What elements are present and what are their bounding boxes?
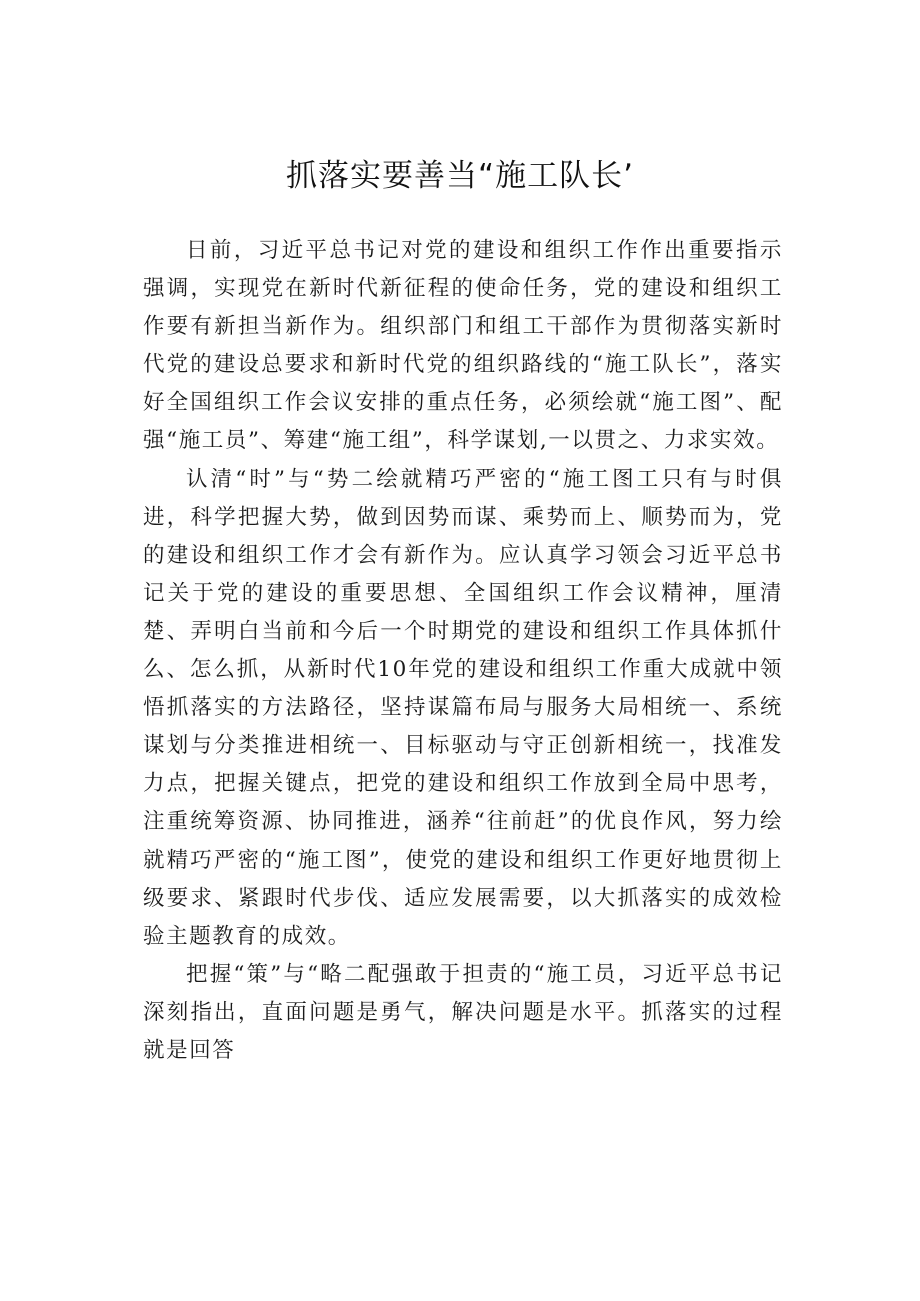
- paragraph-2: 认清“时”与“势二绘就精巧严密的“施工图工只有与时俱进，科学把握大势，做到因势而谋、乘势而上、顺势而为，党的建设和组织工作才会有新作为。应认真学习领会习近平总书记关于党的建设的重要思想、全国组织工作会议精神，厘清楚、弄明白当前和今后一个时期党的建设和组织工作具体抓什么、怎么抓，从新时代10年党的建设和组织工作重大成就中领悟抓落实的方法路径，坚持谋篇布局与服务大局相统一、系统谋划与分类推进相统一、目标驱动与守正创新相统一，找准发力点，把握关键点，把党的建设和组织工作放到全局中思考，注重统筹资源、协同推进，涵养“往前赶”的优良作风，努力绘就精巧严密的“施工图”，使党的建设和组织工作更好地贯彻上级要求、紧跟时代步伐、适应发展需要，以大抓落实的成效检验主题教育的成效。: [143, 466, 783, 949]
- document-body: [143, 232, 783, 1070]
- document-title: 抓落实要善当“施工队长’: [286, 158, 634, 194]
- paragraph-1: 日前，习近平总书记对党的建设和组织工作作出重要指示强调，实现党在新时代新征程的使命任务，党的建设和组织工作要有新担当新作为。组织部门和组工干部作为贯彻落实新时代党的建设总要求和新时代党的组织路线的“施工队长”，落实好全国组织工作会议安排的重点任务，必须绘就“施工图”、配强“施工员”、筹建“施工组”，科学谋划,一以贯之、力求实效。: [143, 238, 783, 454]
- paragraph-3: 把握“策”与“略二配强敢于担责的“施工员，习近平总书记深刻指出，直面问题是勇气，解决问题是水平。抓落实的过程就是回答: [143, 961, 783, 1063]
